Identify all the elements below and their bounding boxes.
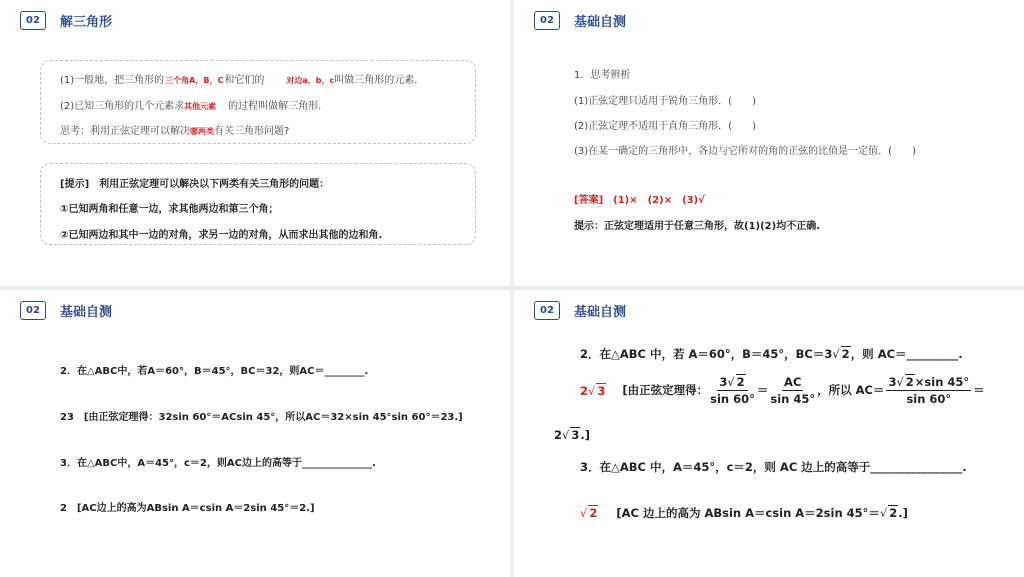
question-2: 2．在△ABC 中，若 A＝60°，B＝45°，BC＝3√ 2，则 AC＝_________. — [580, 347, 963, 361]
slide-header — [534, 301, 626, 320]
slide-2 — [514, 0, 1024, 286]
slide-1 — [0, 0, 510, 286]
answer-3: √ 2 [AC 边上的高为 ABsin A＝csin A＝2sin 45°＝√ 2.] — [580, 506, 908, 520]
slide-header — [534, 11, 626, 30]
question-2: (2)正弦定理不适用于直角三角形．( ) — [574, 121, 756, 132]
answer-line: [答案] (1)× (2)× (3)√ — [574, 195, 705, 206]
question-title: 1．思考辨析 — [574, 70, 631, 81]
hint-line-3: ②已知两边和其中一边的对角，求另一边的对角，从而求出其他的边和角. — [60, 230, 383, 241]
slide-title: 基础自测 — [574, 15, 627, 30]
slide-4 — [514, 290, 1024, 577]
concept-line-2: (2)已知三角形的几个元素求其他元素 的过程叫做解三角形. — [60, 101, 322, 112]
slide-title: 基础自测 — [60, 305, 113, 320]
question-3: (3)在某一确定的三角形中，各边与它所对的角的正弦的比值是一定值．( ) — [574, 146, 916, 157]
hint-line-2: ①已知两角和任意一边，求其他两边和第三个角； — [60, 204, 279, 215]
question-2: 2．在△ABC中，若A＝60°，B＝45°，BC＝32，则AC＝________. — [60, 366, 369, 377]
slide-header — [20, 301, 112, 320]
fraction-3: $\frac{3√ 2\times\sin 45^\circ}{\sin 60^\circ}$ — [888, 375, 970, 406]
fraction-2: $\frac{AC}{\sin 45^\circ}$ — [770, 374, 816, 406]
question-3: 3．在△ABC中，A＝45°，c＝2，则AC边上的高等于______________. — [60, 458, 376, 469]
slide-3 — [0, 290, 510, 577]
concept-line-1: (1)一般地，把三角形的三个角A，B，C和它们的 对边a，b，c叫做三角形的元素. — [60, 75, 418, 86]
answer-2-continued: 2√ 3.] — [554, 428, 590, 442]
hint-line: 提示：正弦定理适用于任意三角形，故(1)(2)均不正确. — [574, 221, 820, 232]
answer-2-value: 2√ 3 — [580, 383, 606, 398]
answer-2: 23 [由正弦定理得：32sin 60°＝ACsin 45°，所以AC＝32×sin 45°sin 60°＝23.] — [60, 412, 463, 423]
section-badge: 02 — [534, 301, 560, 320]
section-badge: 02 — [20, 301, 46, 320]
fraction-1: $\frac{3√ 2}{\sin 60^\circ}$ — [710, 375, 755, 406]
slide-header — [20, 11, 112, 30]
section-badge: 02 — [534, 11, 560, 30]
concept-line-3: 思考：利用正弦定理可以解决哪两类有关三角形问题? — [60, 126, 290, 137]
question-3: 3．在△ABC 中，A＝45°，c＝2，则 AC 边上的高等于________________. — [580, 460, 967, 474]
answer-3-value: √ 2 — [580, 506, 598, 520]
answer-2: 2√ 3 [由正弦定理得： $\frac{3√ 2}{\sin 60^\circ}$ ＝ $\frac{AC}{\sin 45^\circ}$ ，所以 AC＝ $\frac{3√ 2\times\sin 45^\circ}{\sin 60^\circ}$ ＝ — [580, 374, 985, 406]
slide-title: 基础自测 — [574, 305, 627, 320]
slide-title: 解三角形 — [60, 15, 113, 30]
answer-3: 2 [AC边上的高为ABsin A＝csin A＝2sin 45°＝2.] — [60, 503, 315, 514]
section-badge: 02 — [20, 11, 46, 30]
question-1: (1)正弦定理只适用于锐角三角形．( ) — [574, 96, 756, 107]
hint-line-1: [提示] 利用正弦定理可以解决以下两类有关三角形的问题： — [60, 179, 330, 190]
